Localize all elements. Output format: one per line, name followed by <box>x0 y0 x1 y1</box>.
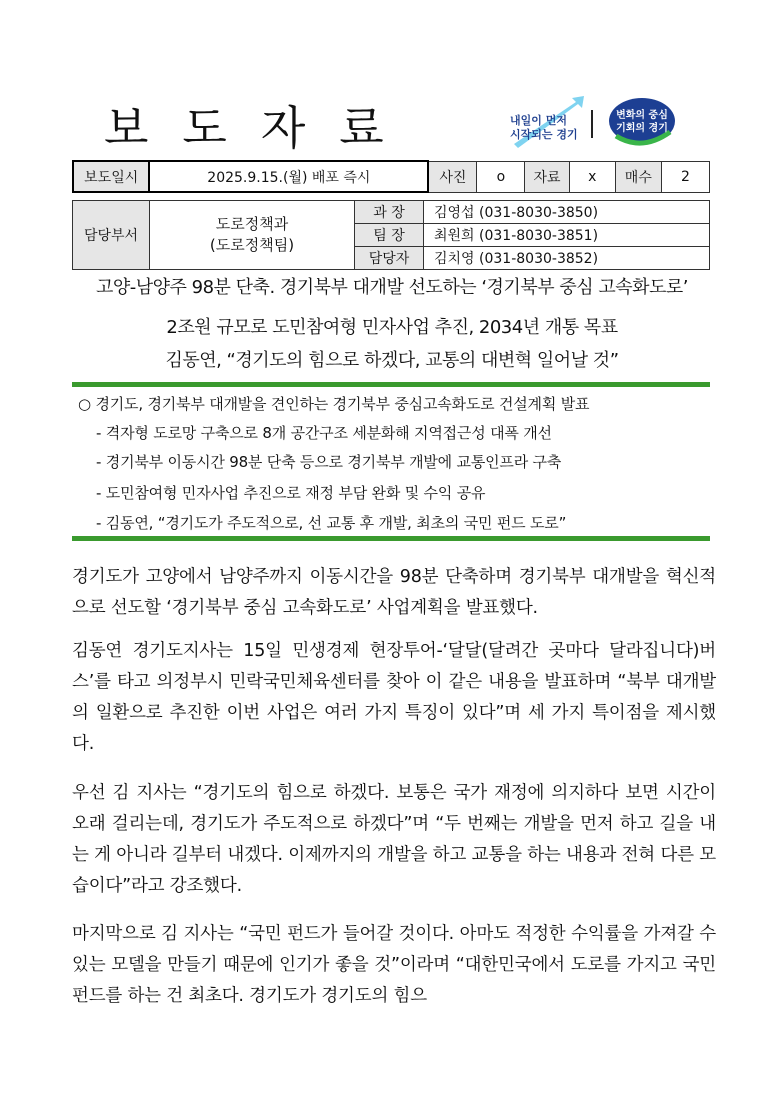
body-paragraph: 김동연 경기도지사는 15일 민생경제 현장투어-‘달달(달려간 곳마다 달라집니다)버스’를 타고 의정부시 민락국민체육센터를 찾아 이 같은 내용을 발표하며 “북부 대개발의 일환으로 추진한 이번 사업은 여러 가지 특징이 있다”며 세 가지 특이점을 제시했다. <box>72 641 716 754</box>
summary-bottom-rule <box>72 536 710 541</box>
summary-sub-point: - 경기북부 이동시간 98분 단축 등으로 경기북부 개발에 교통인프라 구축 <box>96 453 562 471</box>
headline-1: 고양-남양주 98분 단축. 경기북부 대개발 선도하는 ‘경기북부 중심 고속화도로’ <box>96 277 688 298</box>
svg-text:시작되는 경기: 시작되는 경기 <box>510 128 578 141</box>
svg-text:기회의 경기: 기회의 경기 <box>616 123 668 134</box>
date-label: 보도일시 <box>73 161 149 192</box>
logo-divider <box>591 110 593 138</box>
svg-text:내일이 먼저: 내일이 먼저 <box>510 114 567 127</box>
page-title: 보도자료 <box>104 103 418 154</box>
summary-sub-point: - 도민참여형 민자사업 추진으로 재정 부담 완화 및 수익 공유 <box>96 484 486 502</box>
dept-line1: 도로정책과 <box>215 215 289 233</box>
gyeonggi-opportunity-logo <box>606 96 678 146</box>
pages-label: 매수 <box>615 161 661 192</box>
body-paragraph: 마지막으로 김 지사는 “국민 펀드가 들어갈 것이다. 아마도 적정한 수익률을 가져갈 수 있는 모델을 만들기 때문에 인기가 좋을 것”이라며 “대한민국에서 도로를 가지고 국민 펀드를 하는 건 최초다. 경기도가 경기도의 힘으 <box>72 924 716 1006</box>
headline-3: 김동연, “경기도의 힘으로 하겠다, 교통의 대변혁 일어날 것” <box>165 350 619 371</box>
summary-top-rule <box>72 382 710 387</box>
summary-sub-point: - 격자형 도로망 구축으로 8개 공간구조 세분화해 지역접근성 대폭 개선 <box>96 424 552 442</box>
contact-role: 담당자 <box>355 247 424 270</box>
pages-value: 2 <box>661 161 709 192</box>
headline-2: 2조원 규모로 도민참여형 민자사업 추진, 2034년 개통 목표 <box>166 317 618 338</box>
photo-value: o <box>477 161 525 192</box>
date-value: 2025.9.15.(월) 배포 즉시 <box>149 161 428 192</box>
gyeonggi-slogan-logo <box>506 94 588 152</box>
release-info-table <box>72 160 710 193</box>
material-label: 자료 <box>525 161 569 192</box>
contact-value: 김영섭 (031-8030-3850) <box>424 201 710 224</box>
contact-table <box>72 200 710 270</box>
summary-sub-point: - 김동연, “경기도가 주도적으로, 선 교통 후 개발, 최초의 국민 펀드 도로” <box>96 514 567 532</box>
contact-role: 과 장 <box>355 201 424 224</box>
photo-label: 사진 <box>428 161 477 192</box>
dept-name <box>150 201 355 270</box>
body-paragraph: 우선 김 지사는 “경기도의 힘으로 하겠다. 보통은 국가 재정에 의지하다 보면 시간이 오래 걸리는데, 경기도가 주도적으로 하겠다”며 “두 번째는 개발을 먼저 하고 길을 내는 게 아니라 길부터 내겠다. 이제까지의 개발을 하고 교통을 하는 내용과 전혀 다른 모습이다”라고 강조했다. <box>72 783 716 896</box>
material-value: x <box>569 161 615 192</box>
dept-label: 담당부서 <box>73 201 150 270</box>
body-paragraph: 경기도가 고양에서 남양주까지 이동시간을 98분 단축하며 경기북부 대개발을 혁신적으로 선도할 ‘경기북부 중심 고속화도로’ 사업계획을 발표했다. <box>72 567 716 618</box>
contact-value: 최원희 (031-8030-3851) <box>424 224 710 247</box>
contact-role: 팀 장 <box>355 224 424 247</box>
summary-main-point: ○ 경기도, 경기북부 대개발을 견인하는 경기북부 중심고속화도로 건설계획 발표 <box>78 395 590 413</box>
contact-value: 김치영 (031-8030-3852) <box>424 247 710 270</box>
svg-text:변화의 중심: 변화의 중심 <box>616 110 668 121</box>
dept-line2: (도로정책팀) <box>209 236 295 254</box>
